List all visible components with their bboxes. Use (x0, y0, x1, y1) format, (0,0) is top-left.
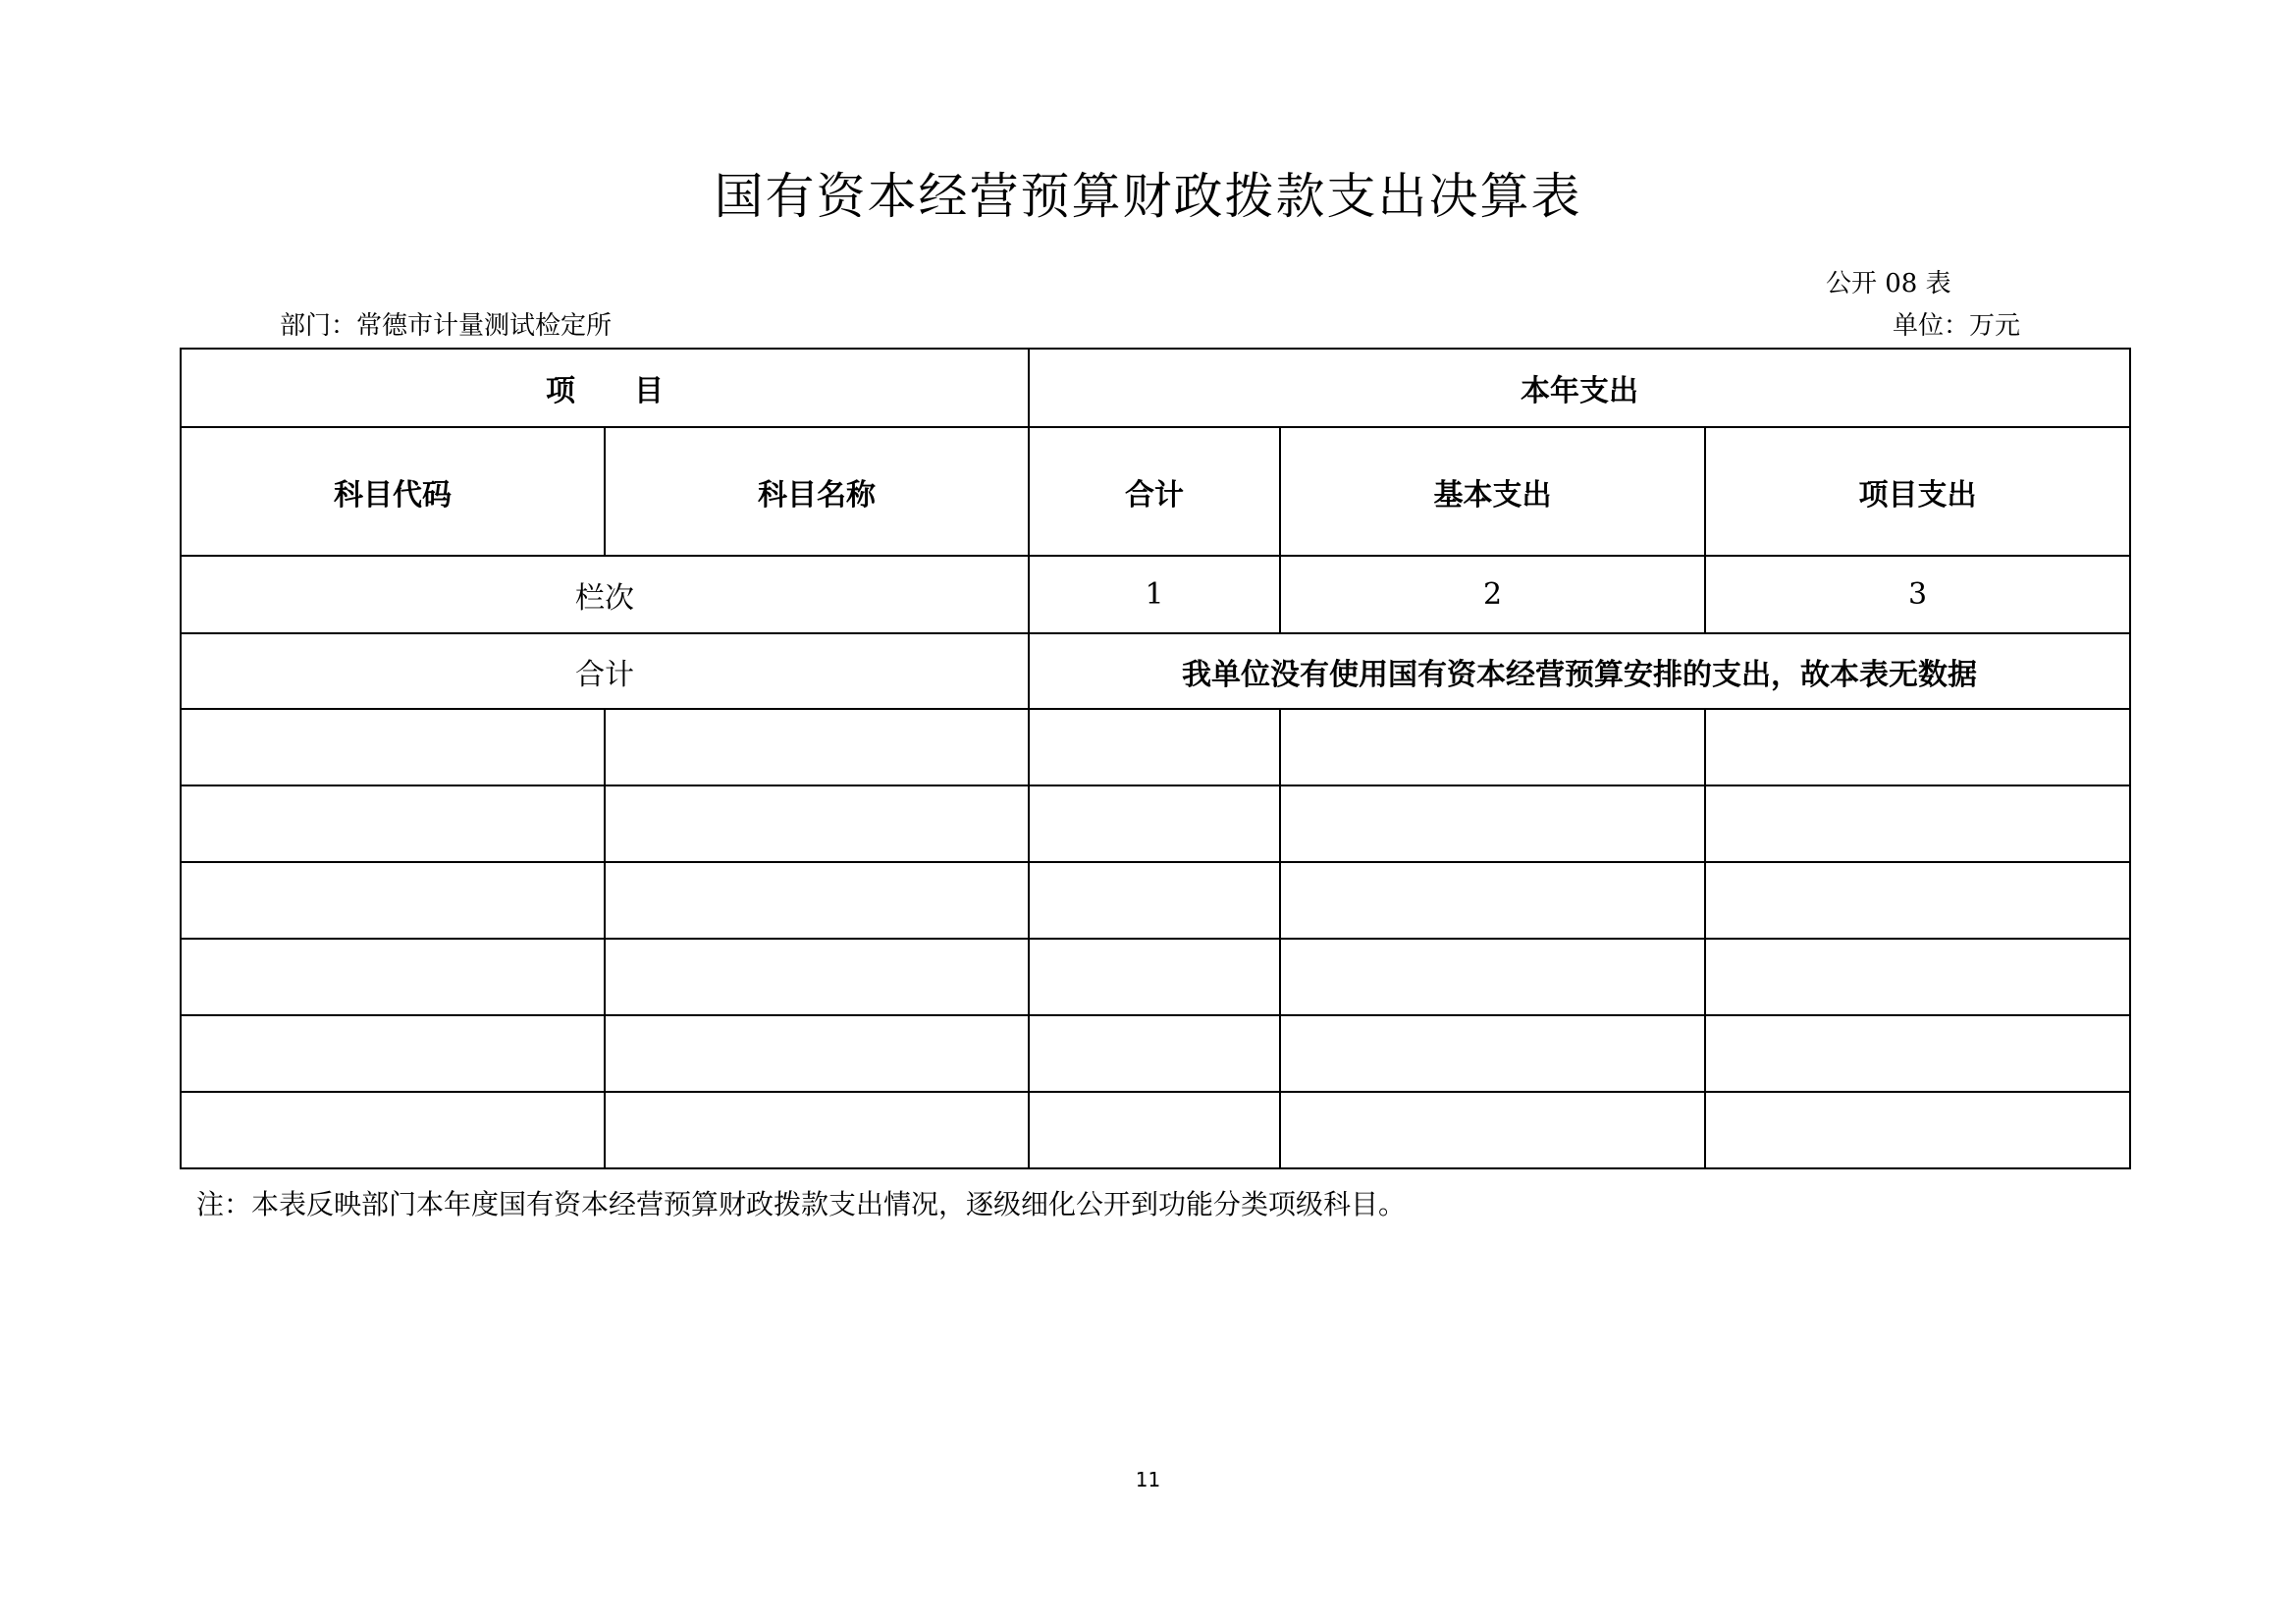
index-row (181, 556, 2130, 633)
table-cell (1280, 862, 1705, 939)
table-cell (1029, 1092, 1280, 1168)
page-title: 国有资本经营预算财政拨款支出决算表 (714, 168, 1582, 225)
table-cell (1705, 862, 2130, 939)
header-row-1 (181, 349, 2130, 427)
table-cell (1705, 709, 2130, 785)
col-basic-header: 基本支出 (1280, 427, 1705, 556)
col-name-header: 科目名称 (605, 427, 1029, 556)
table-cell (1029, 939, 1280, 1015)
unit-label: 单位：万元 (1893, 311, 2021, 341)
index-2: 2 (1280, 556, 1705, 633)
department-label: 部门：常德市计量测试检定所 (280, 311, 613, 341)
header-row-2 (181, 427, 2130, 556)
table-cell (1280, 939, 1705, 1015)
table-cell (605, 785, 1029, 862)
table-cell (605, 862, 1029, 939)
table-cell (1280, 709, 1705, 785)
table-row (181, 1015, 2130, 1092)
table-cell (1705, 1015, 2130, 1092)
no-data-message: 我单位没有使用国有资本经营预算安排的支出，故本表无数据 (1029, 633, 2130, 709)
table-cell (1280, 1015, 1705, 1092)
col-project-header: 项目支出 (1705, 427, 2130, 556)
table-cell (1705, 1092, 2130, 1168)
table-cell (181, 1092, 605, 1168)
table-row (181, 785, 2130, 862)
table-cell (605, 939, 1029, 1015)
table-cell (605, 1092, 1029, 1168)
form-number: 公开 08 表 (1826, 269, 1951, 298)
table-cell (181, 862, 605, 939)
table-note: 注：本表反映部门本年度国有资本经营预算财政拨款支出情况，逐级细化公开到功能分类项级科目。 (196, 1188, 1407, 1220)
table-row (181, 709, 2130, 785)
table-cell (1705, 785, 2130, 862)
table-row (181, 1092, 2130, 1168)
table-cell (605, 709, 1029, 785)
table-cell (605, 1015, 1029, 1092)
table-cell (1029, 785, 1280, 862)
row-index-label: 栏次 (181, 556, 1029, 633)
index-1: 1 (1029, 556, 1280, 633)
col-code-header: 科目代码 (181, 427, 605, 556)
table-cell (181, 709, 605, 785)
total-row (181, 633, 2130, 709)
index-3: 3 (1705, 556, 2130, 633)
table-cell (181, 785, 605, 862)
table-cell (181, 939, 605, 1015)
table-row (181, 939, 2130, 1015)
total-label: 合计 (181, 633, 1029, 709)
table-cell (1029, 862, 1280, 939)
col-total-header: 合计 (1029, 427, 1280, 556)
table-cell (1280, 785, 1705, 862)
table-cell (1705, 939, 2130, 1015)
table-cell (1029, 709, 1280, 785)
table-cell (181, 1015, 605, 1092)
page-number: 11 (1135, 1468, 1161, 1491)
table-cell (1029, 1015, 1280, 1092)
expenditure-table (180, 348, 2131, 1169)
table-row (181, 862, 2130, 939)
header-current-year: 本年支出 (1029, 349, 2130, 427)
header-item: 项 目 (181, 349, 1029, 427)
table-cell (1280, 1092, 1705, 1168)
